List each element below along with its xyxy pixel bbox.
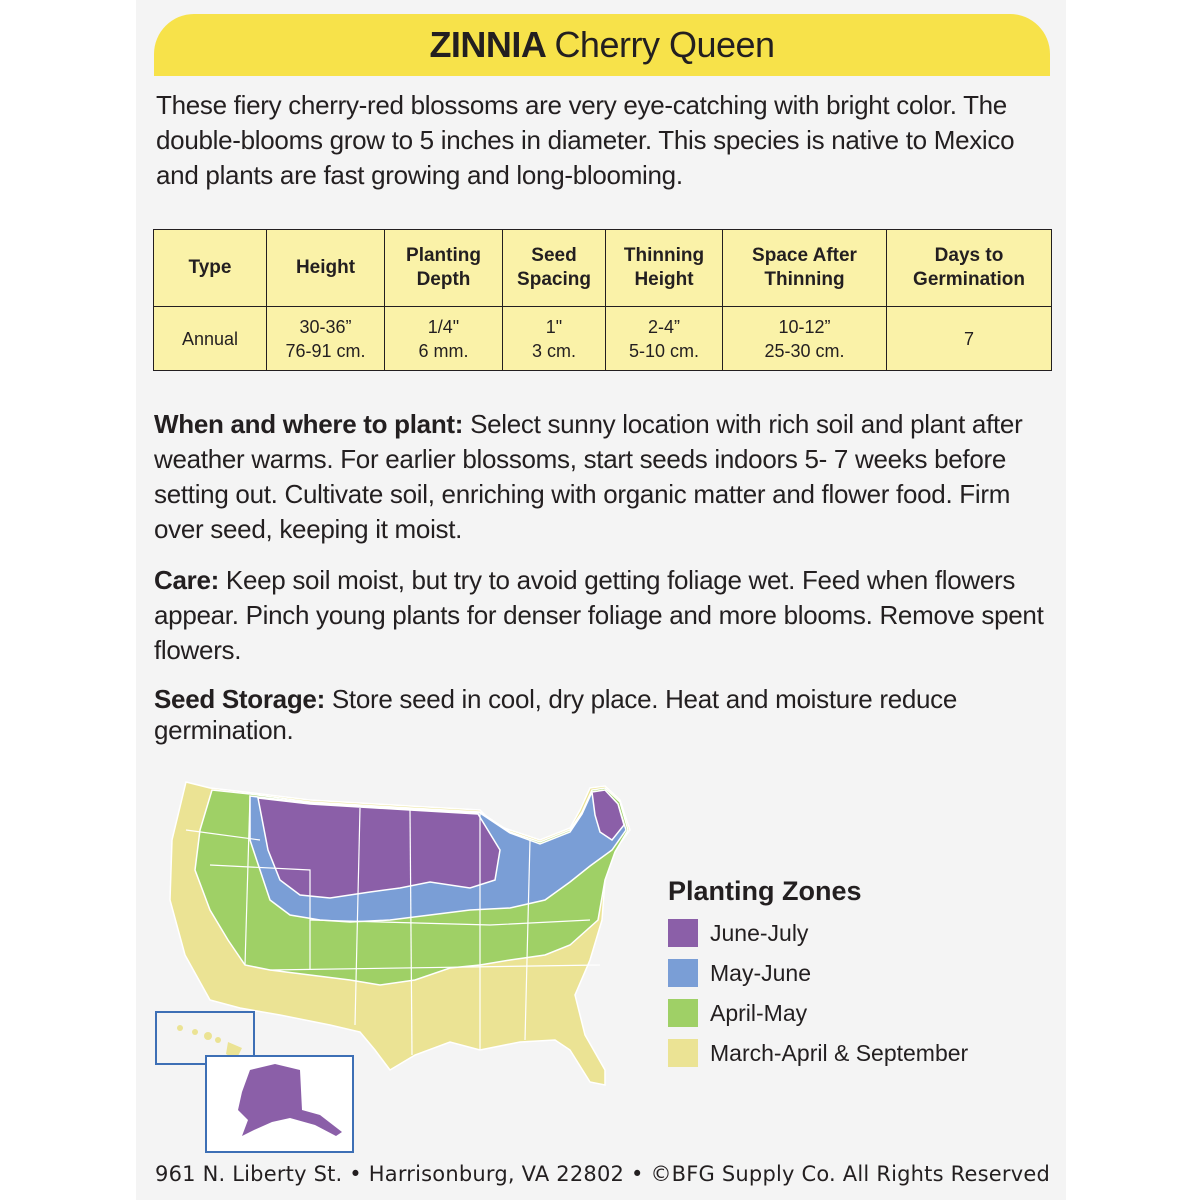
legend-label: June-July <box>710 919 809 946</box>
value-type: Annual <box>154 307 267 371</box>
planting-zones-map <box>150 770 670 1160</box>
value-height: 30-36” 76-91 cm. <box>267 307 385 371</box>
storage-section <box>154 684 1049 746</box>
header-seed-spacing: Seed Spacing <box>503 230 606 307</box>
legend-swatch <box>668 1039 698 1067</box>
title-genus: ZINNIA <box>429 24 547 65</box>
description: These fiery cherry-red blossoms are very eye-catching with bright color. The double-blooms grow to 5 inches in diameter. This species is native to Mexico and plants are fast growing and long-blooming. <box>156 90 1015 190</box>
header-space-after-thinning: Space After Thinning <box>723 230 887 307</box>
legend-item <box>668 913 968 953</box>
legend-title: Planting Zones <box>668 876 862 906</box>
when-where-text: Select sunny location with rich soil and plant after weather warms. For earlier blossoms, start seeds indoors 5- 7 weeks before setting out. Cultivate soil, enriching with organic matter and flower food. Firm over seed, keeping it moist. <box>154 409 1023 544</box>
legend-label: May-June <box>710 959 811 986</box>
specs-header-row <box>154 230 1052 307</box>
legend-swatch <box>668 959 698 987</box>
care-text: Keep soil moist, but try to avoid getting foliage wet. Feed when flowers appear. Pinch young plants for denser foliage and more blooms. Remove spent flowers. <box>154 565 1044 665</box>
storage-label: Seed Storage: <box>154 684 325 714</box>
care-section <box>154 563 1049 668</box>
when-where-section <box>154 407 1049 547</box>
zone-june-july <box>258 798 500 898</box>
value-thinning-height: 2-4” 5-10 cm. <box>606 307 723 371</box>
legend-label: March-April & September <box>710 1039 969 1066</box>
legend-item <box>668 1033 968 1073</box>
specs-value-row <box>154 307 1052 371</box>
hawaii-islands <box>177 1025 242 1060</box>
legend-swatch <box>668 999 698 1027</box>
legend-item <box>668 993 968 1033</box>
storage-text: Store seed in cool, dry place. Heat and moisture reduce germination. <box>154 684 958 745</box>
care-label: Care: <box>154 565 219 595</box>
legend-item <box>668 953 968 993</box>
title-variety: Cherry Queen <box>554 24 775 65</box>
when-where-label: When and where to plant: <box>154 409 464 439</box>
value-planting-depth: 1/4" 6 mm. <box>385 307 503 371</box>
value-seed-spacing: 1" 3 cm. <box>503 307 606 371</box>
header-height: Height <box>267 230 385 307</box>
legend-label: April-May <box>710 999 808 1026</box>
footer-address: 961 N. Liberty St. • Harrisonburg, VA 22802 • ©BFG Supply Co. All Rights Reserved <box>155 1162 1050 1186</box>
value-space-after-thinning: 10-12” 25-30 cm. <box>723 307 887 371</box>
title-banner <box>154 14 1050 76</box>
growing-specs-table <box>153 229 1052 371</box>
planting-zones-legend <box>668 876 968 1073</box>
header-type: Type <box>154 230 267 307</box>
legend-swatch <box>668 919 698 947</box>
page-title <box>429 24 774 66</box>
header-planting-depth: Planting Depth <box>385 230 503 307</box>
header-days-to-germination: Days to Germination <box>887 230 1052 307</box>
value-days-to-germination: 7 <box>887 307 1052 371</box>
header-thinning-height: Thinning Height <box>606 230 723 307</box>
